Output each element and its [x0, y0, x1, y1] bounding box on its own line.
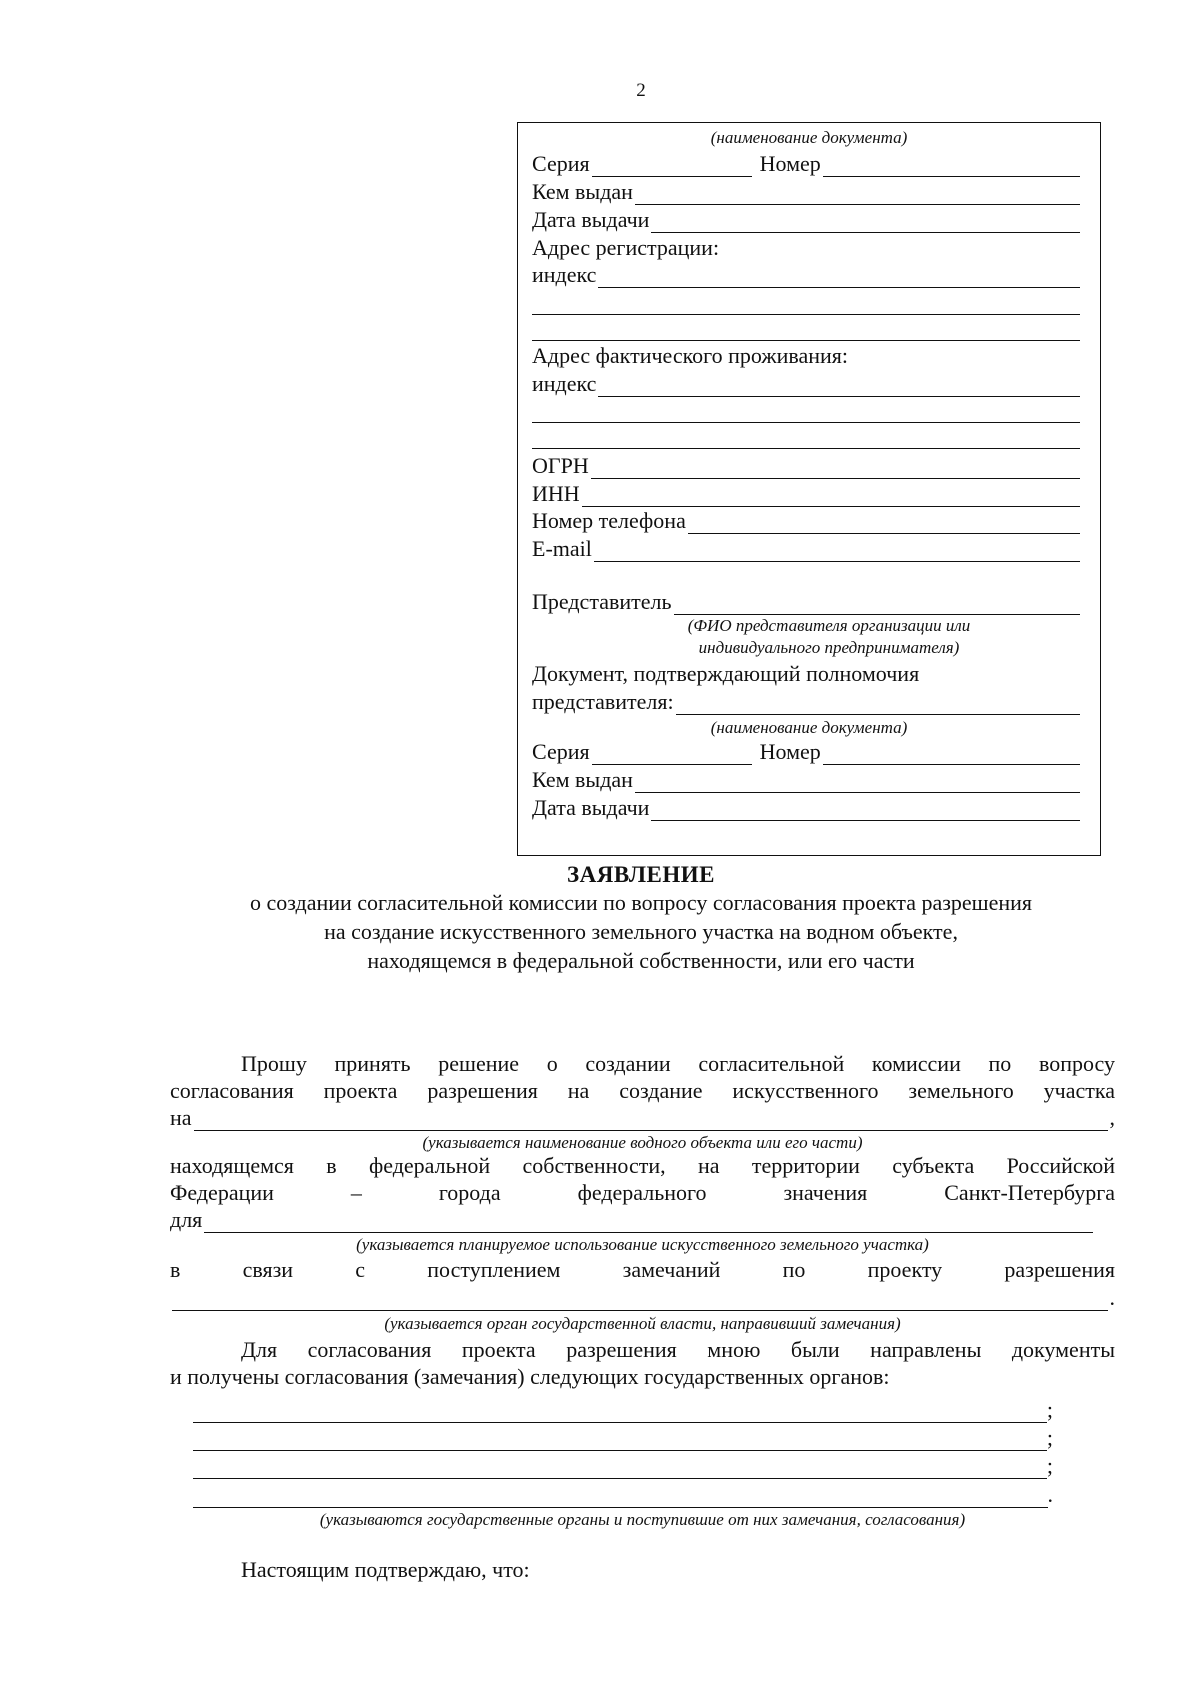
organ-line-4: [193, 1481, 1053, 1508]
phone-field[interactable]: [688, 514, 1080, 534]
representative-row: [532, 589, 1080, 615]
reg-address-label: Адрес регистрации:: [532, 235, 720, 260]
issue-date-label: Дата выдачи: [532, 207, 650, 232]
applicant-info-box: [517, 122, 1101, 856]
inn-label: ИНН: [532, 481, 580, 506]
location-line-2: Федерации – города федерального значения Санкт-Петербурга: [170, 1180, 1115, 1205]
docs-line-2: и получены согласования (замечания) следующих государственных органов:: [170, 1364, 890, 1389]
email-field[interactable]: [594, 542, 1080, 562]
confirm-text: Настоящим подтверждаю, что:: [241, 1557, 530, 1582]
authority-doc-label-2: представителя:: [532, 689, 674, 714]
subtitle-line-3: находящемся в федеральной собственности, или его части: [367, 948, 915, 973]
ogrn-field[interactable]: [591, 459, 1080, 479]
water-object-field[interactable]: [194, 1111, 1108, 1131]
authority-row: [170, 1284, 1115, 1311]
actual-address-line-3[interactable]: [532, 447, 1080, 449]
subtitle-line-2: на создание искусственного земельного участка на водном объекте,: [324, 919, 958, 944]
organ-field-4[interactable]: [193, 1488, 1048, 1508]
phone-row: [532, 508, 1080, 534]
issued-by-row: [532, 179, 1080, 205]
actual-address-label: Адрес фактического проживания:: [532, 343, 848, 368]
representative-caption-1: (ФИО представителя организации или: [687, 616, 971, 635]
actual-address-line-2[interactable]: [532, 421, 1080, 423]
rep-issue-date-row: [532, 795, 1080, 821]
organ-line-1: [193, 1396, 1053, 1423]
organ-end-4: .: [1047, 1482, 1053, 1507]
rep-issue-date-field[interactable]: [651, 801, 1080, 821]
organ-field-2[interactable]: [193, 1431, 1047, 1451]
organ-line-2: [193, 1424, 1053, 1451]
organ-end-2: ;: [1046, 1425, 1053, 1450]
remarks-end: .: [1109, 1285, 1115, 1310]
reg-address-line-3[interactable]: [532, 339, 1080, 341]
inn-field[interactable]: [582, 487, 1080, 507]
rep-series-label: Серия: [532, 739, 590, 764]
email-row: [532, 536, 1080, 562]
authority-doc-row-2: [532, 689, 1080, 715]
reg-index-label: индекс: [532, 262, 597, 287]
actual-index-row: [532, 371, 1080, 397]
rep-issued-by-row: [532, 767, 1080, 793]
issue-date-row: [532, 207, 1080, 233]
organ-line-3: [193, 1452, 1053, 1479]
water-object-row: [170, 1104, 1115, 1131]
organ-field-1[interactable]: [193, 1403, 1047, 1423]
representative-label: Представитель: [532, 589, 672, 614]
number-field[interactable]: [823, 157, 1080, 177]
on-label: на: [170, 1105, 192, 1130]
ogrn-row: [532, 453, 1080, 479]
for-label: для: [170, 1207, 203, 1232]
rep-series-number-row: [532, 739, 1080, 765]
reg-index-row: [532, 262, 1080, 288]
issue-date-field[interactable]: [651, 213, 1080, 233]
rep-issued-by-field[interactable]: [635, 773, 1080, 793]
on-end: ,: [1109, 1105, 1115, 1130]
usage-hint: (указывается планируемое использование искусственного земельного участка): [356, 1235, 929, 1254]
rep-series-field[interactable]: [592, 745, 752, 765]
reg-address-row: [532, 235, 1080, 261]
doc-name-caption: (наименование документа): [710, 128, 908, 147]
number-label: Номер: [759, 151, 821, 176]
location-line-1: находящемся в федеральной собственности, на территории субъекта Российской: [170, 1153, 1115, 1178]
rep-number-field[interactable]: [823, 745, 1080, 765]
doc-name-caption-2: (наименование документа): [710, 718, 908, 737]
authority-field[interactable]: [172, 1291, 1108, 1311]
reg-index-field[interactable]: [598, 268, 1080, 288]
actual-address-row: [532, 343, 1080, 369]
series-field[interactable]: [592, 157, 752, 177]
page-number: 2: [636, 80, 646, 101]
rep-number-label: Номер: [759, 739, 821, 764]
authority-doc-row-1: [532, 661, 1080, 687]
organ-field-3[interactable]: [193, 1459, 1047, 1479]
remarks-line: в связи с поступлением замечаний по проекту разрешения: [170, 1257, 1115, 1282]
organ-end-1: ;: [1046, 1397, 1053, 1422]
issued-by-field[interactable]: [635, 185, 1080, 205]
series-label: Серия: [532, 151, 590, 176]
request-line-2: согласования проекта разрешения на создание искусственного земельного участка: [170, 1078, 1115, 1103]
series-number-row: [532, 151, 1080, 177]
document-subtitle: [150, 888, 1132, 975]
authority-hint: (указывается орган государственной власти, направивший замечания): [384, 1314, 901, 1333]
rep-issue-date-label: Дата выдачи: [532, 795, 650, 820]
rep-issued-by-label: Кем выдан: [532, 767, 633, 792]
email-label: E-mail: [532, 536, 592, 561]
reg-address-line-2[interactable]: [532, 313, 1080, 315]
docs-line-1: Для согласования проекта разрешения мною были направлены документы: [241, 1337, 1115, 1362]
water-object-hint: (указывается наименование водного объекта или его части): [422, 1133, 863, 1152]
usage-field[interactable]: [204, 1213, 1093, 1233]
issued-by-label: Кем выдан: [532, 179, 633, 204]
usage-row: [170, 1206, 1095, 1233]
organs-hint: (указываются государственные органы и поступившие от них замечания, согласования): [319, 1510, 966, 1529]
document-title: ЗАЯВЛЕНИЕ: [567, 862, 715, 887]
representative-field[interactable]: [674, 595, 1080, 615]
actual-index-label: индекс: [532, 371, 597, 396]
actual-index-field[interactable]: [598, 377, 1080, 397]
request-line-1: Прошу принять решение о создании согласительной комиссии по вопросу: [241, 1051, 1115, 1076]
representative-caption-2: индивидуального предпринимателя): [698, 638, 960, 657]
subtitle-line-1: о создании согласительной комиссии по вопросу согласования проекта разрешения: [249, 890, 1033, 915]
phone-label: Номер телефона: [532, 508, 686, 533]
ogrn-label: ОГРН: [532, 453, 589, 478]
organ-end-3: ;: [1046, 1453, 1053, 1478]
inn-row: [532, 481, 1080, 507]
authority-doc-label-1: Документ, подтверждающий полномочия: [532, 661, 920, 686]
authority-doc-field[interactable]: [676, 695, 1080, 715]
